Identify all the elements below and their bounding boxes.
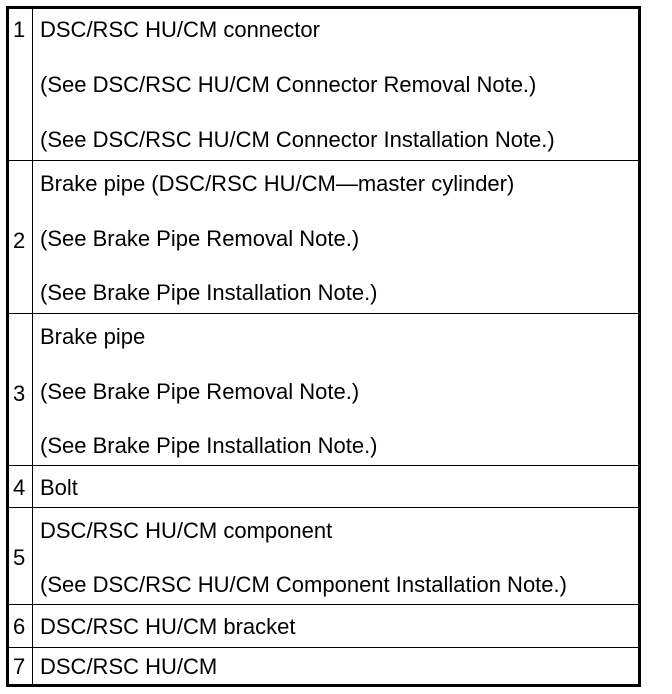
row-number: 3 (13, 381, 26, 406)
table-row (9, 648, 638, 684)
row-number-cell (9, 314, 33, 465)
note-line: (See DSC/RSC HU/CM Connector Installation Note.) (40, 127, 555, 152)
description-line: DSC/RSC HU/CM connector (40, 17, 320, 42)
table-row (9, 605, 638, 648)
description-line: DSC/RSC HU/CM component (40, 518, 333, 543)
note-line: (See DSC/RSC HU/CM Component Installation Note.) (40, 572, 567, 597)
parts-table (6, 6, 641, 687)
table-row (9, 9, 638, 161)
row-number-cell (9, 9, 33, 160)
row-number-cell (9, 605, 33, 647)
row-number: 6 (13, 614, 26, 639)
note-line: (See Brake Pipe Installation Note.) (40, 280, 378, 305)
description-line: DSC/RSC HU/CM bracket (40, 614, 296, 639)
row-number-cell (9, 466, 33, 507)
note-line: (See Brake Pipe Removal Note.) (40, 379, 360, 404)
row-number-cell (9, 161, 33, 313)
description-line: Brake pipe (40, 324, 146, 349)
table-row (9, 314, 638, 466)
table-row (9, 466, 638, 508)
row-number: 2 (13, 228, 26, 253)
row-number-cell (9, 508, 33, 604)
table-row (9, 508, 638, 605)
description-line: Bolt (40, 475, 78, 500)
row-number: 1 (13, 17, 26, 42)
row-number-cell (9, 648, 33, 684)
row-number: 7 (13, 654, 26, 679)
note-line: (See DSC/RSC HU/CM Connector Removal Note.) (40, 72, 537, 97)
note-line: (See Brake Pipe Installation Note.) (40, 433, 378, 458)
description-line: DSC/RSC HU/CM (40, 654, 218, 679)
description-line: Brake pipe (DSC/RSC HU/CM—master cylinder) (40, 171, 515, 196)
note-line: (See Brake Pipe Removal Note.) (40, 226, 360, 251)
row-number: 4 (13, 475, 26, 500)
row-number: 5 (13, 545, 26, 570)
table-row (9, 161, 638, 314)
